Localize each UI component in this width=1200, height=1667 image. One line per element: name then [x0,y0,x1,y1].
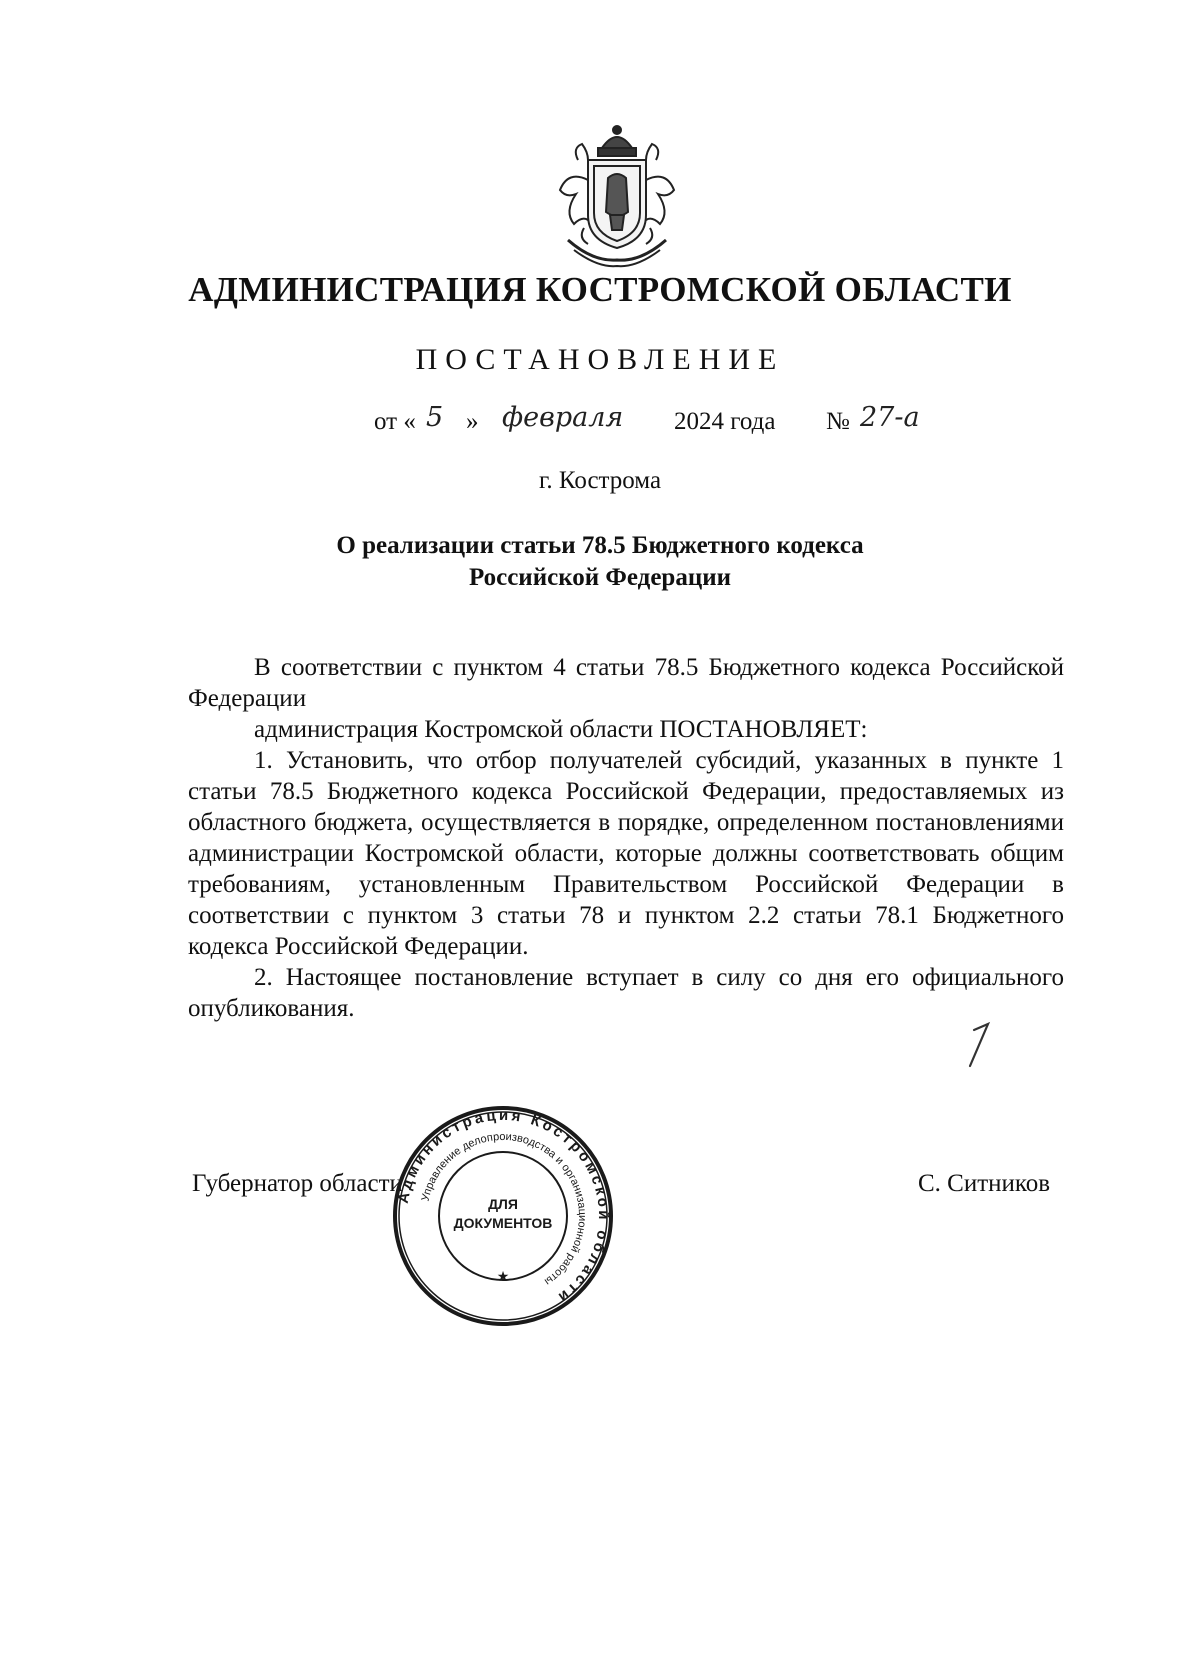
seal-center-line-1: ДЛЯ [488,1196,518,1212]
body-paragraph-4: 2. Настоящее постановление вступает в силу со дня его официального опубликования. [188,964,1064,1022]
seal-outer-text: Администрация Костромской области [394,1106,613,1308]
body-paragraph-3: 1. Установить, что отбор получателей субсидий, указанных в пункте 1 статьи 78.5 Бюджетного кодекса Российской Федерации, предоставляемых из областного бюджета, осуществляется в порядке, определенном постановлениями администрации Костромской области, которые должны соответствовать общим требованиям, установленным Правительством Российской Федерации в соответствии с пунктом 3 статьи 78 и пунктом 2.2 статьи 78.1 Бюджетного кодекса Российской Федерации. [188,747,1064,960]
seal-star-icon: ★ [496,1268,510,1284]
number-prefix: № [826,408,850,435]
date-day: 5 [426,402,444,433]
signatory-name: С. Ситников [918,1170,1051,1197]
official-seal [392,1105,614,1327]
seal-inner-text: Управление делопроизводства и организационной работы [419,1130,589,1288]
organization-title: АДМИНИСТРАЦИЯ КОСТРОМСКОЙ ОБЛАСТИ [188,270,1012,309]
city: г. Кострома [538,467,662,494]
date-prefix: от « [374,408,416,435]
body-paragraph-1: В соответствии с пунктом 4 статьи 78.5 Бюджетного кодекса Российской Федерации [188,654,1064,712]
document-body [188,652,1064,1024]
body-paragraph-2: администрация Костромской области ПОСТАНОВЛЯЕТ: [254,716,868,743]
date-month: февраля [502,402,624,433]
coat-of-arms-icon [548,120,686,270]
signatory-position: Губернатор области [192,1170,403,1197]
date-close-quote: » [466,408,479,435]
document-subject [0,530,1200,594]
document-number: 27-а [860,402,920,433]
document-type: ПОСТАНОВЛЕНИЕ [415,343,785,376]
subject-line-2: Российской Федерации [468,564,732,591]
handwritten-mark-icon [960,1020,994,1070]
seal-center-line-2: ДОКУМЕНТОВ [453,1215,553,1231]
date-year: 2024 года [674,408,776,435]
subject-line-1: О реализации статьи 78.5 Бюджетного кодекса [336,532,864,559]
date-line [374,402,994,442]
